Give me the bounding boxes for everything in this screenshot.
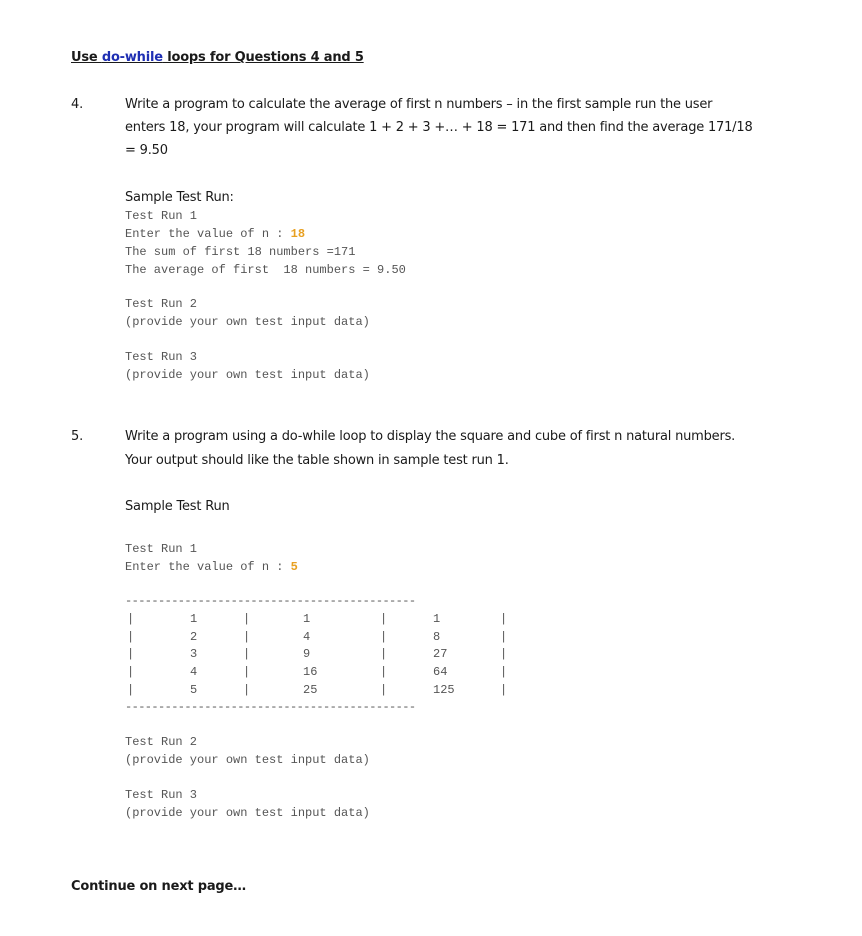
table-cell-n: 5 <box>190 683 198 697</box>
question-4-text-line-2: enters 18, your program will calculate 1 + 2 + 3 +… + 18 = 171 and then find the average 171/18 <box>125 120 753 135</box>
table-cell-square: 1 <box>303 612 311 626</box>
table-cell-square: 9 <box>303 647 311 661</box>
table-border-left: | <box>127 630 135 644</box>
q4-run2-note: (provide your own test input data) <box>125 315 370 329</box>
table-border-right: | <box>500 665 508 679</box>
table-cell-square: 16 <box>303 665 318 679</box>
question-5-text-line-1: Write a program using a do-while loop to display the square and cube of first n natural numbers. <box>125 429 736 444</box>
table-divider: | <box>380 683 388 697</box>
q4-run3-title: Test Run 3 <box>125 350 198 364</box>
q5-run1-title: Test Run 1 <box>125 542 198 556</box>
question-4-text-line-3: = 9.50 <box>125 143 168 158</box>
table-cell-cube: 1 <box>433 612 441 626</box>
q4-run1-input-value: 18 <box>290 227 306 241</box>
q5-sample-label: Sample Test Run <box>125 499 230 514</box>
table-border-left: | <box>127 665 135 679</box>
table-cell-square: 4 <box>303 630 311 644</box>
table-divider: | <box>380 665 388 679</box>
table-top-rule: -------------------------------------------- <box>125 594 416 608</box>
table-divider: | <box>243 647 251 661</box>
question-4-number: 4. <box>71 97 84 112</box>
question-4-text-line-1: Write a program to calculate the average of first n numbers – in the first sample run the user <box>125 97 713 112</box>
table-divider: | <box>243 665 251 679</box>
table-cell-n: 2 <box>190 630 198 644</box>
q4-run1-title: Test Run 1 <box>125 209 198 223</box>
table-cell-n: 4 <box>190 665 198 679</box>
table-border-right: | <box>500 683 508 697</box>
table-divider: | <box>380 630 388 644</box>
table-border-right: | <box>500 647 508 661</box>
do-while-link[interactable]: do-while <box>101 50 163 65</box>
q5-run1-input-value: 5 <box>290 560 298 574</box>
table-border-left: | <box>127 683 135 697</box>
table-cell-square: 25 <box>303 683 318 697</box>
table-cell-n: 3 <box>190 647 198 661</box>
table-border-left: | <box>127 612 135 626</box>
table-border-left: | <box>127 647 135 661</box>
q5-run3-note: (provide your own test input data) <box>125 806 370 820</box>
table-border-right: | <box>500 630 508 644</box>
question-5-text-line-2: Your output should like the table shown in sample test run 1. <box>125 453 509 468</box>
q4-sample-label: Sample Test Run: <box>125 190 234 205</box>
q5-run1-prompt: Enter the value of n : 5 <box>125 560 298 574</box>
table-bottom-rule: -------------------------------------------- <box>125 700 416 714</box>
q5-run2-title: Test Run 2 <box>125 735 198 749</box>
table-divider: | <box>243 683 251 697</box>
table-divider: | <box>243 630 251 644</box>
section-heading: Use do-while loops for Questions 4 and 5 <box>71 50 364 65</box>
q5-run3-title: Test Run 3 <box>125 788 198 802</box>
table-cell-cube: 8 <box>433 630 441 644</box>
table-cell-cube: 125 <box>433 683 455 697</box>
continue-note: Continue on next page… <box>71 879 246 894</box>
table-border-right: | <box>500 612 508 626</box>
question-5-number: 5. <box>71 429 84 444</box>
q4-run1-sum-line: The sum of first 18 numbers =171 <box>125 245 356 259</box>
table-divider: | <box>380 647 388 661</box>
table-divider: | <box>243 612 251 626</box>
table-cell-cube: 27 <box>433 647 448 661</box>
table-divider: | <box>380 612 388 626</box>
table-cell-cube: 64 <box>433 665 448 679</box>
q4-run1-prompt: Enter the value of n : 18 <box>125 227 306 241</box>
table-cell-n: 1 <box>190 612 198 626</box>
q4-run1-avg-line: The average of first 18 numbers = 9.50 <box>125 263 406 277</box>
q5-run2-note: (provide your own test input data) <box>125 753 370 767</box>
q4-run3-note: (provide your own test input data) <box>125 368 370 382</box>
q4-run2-title: Test Run 2 <box>125 297 198 311</box>
